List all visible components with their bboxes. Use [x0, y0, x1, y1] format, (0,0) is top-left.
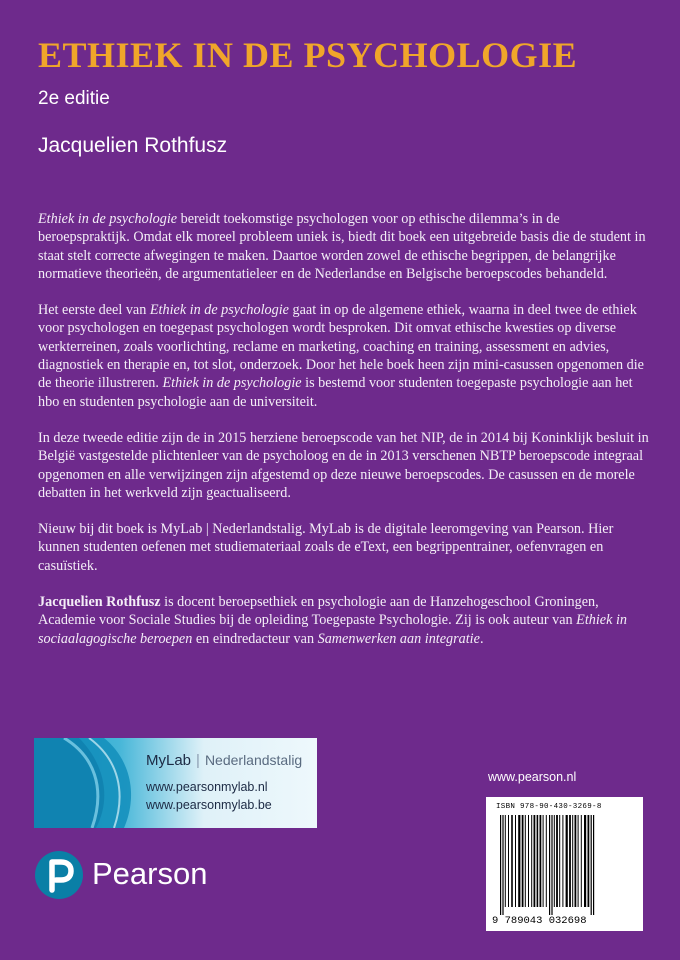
- other-book-title: Samenwerken aan integratie: [317, 630, 480, 647]
- book-title-italic: Ethiek in de psychologie: [162, 375, 302, 392]
- blurb-paragraph-3: In deze tweede editie zijn de in 2015 herziene beroepscode van het NIP, de in 2014 bij Koninklijk besluit in België vastgestelde plichtenleer van de psycholoog en de in 2013 verschenen NBTP beroepscode integraal opgenomen en alle verwijzingen zijn afgestemd op deze nieuwe beroepscodes. De casussen en de morele debatten in het werkveld zijn geactualiseerd.: [38, 429, 649, 501]
- bio-text: .: [479, 630, 484, 647]
- bio-text: is docent beroepsethiek en psychologie aan de Hanzehogeschool Groningen, Academie voor Sociale Studies bij de opleiding Toegepaste Psychologie. Zij is ook auteur van: [38, 594, 599, 629]
- blurb-text: Het eerste deel van: [38, 302, 150, 319]
- mylab-name: MyLab: [146, 752, 192, 769]
- isbn-barcode: [486, 797, 643, 931]
- blurb-paragraph-2: [38, 301, 650, 411]
- blurb-paragraph-1: [38, 210, 650, 283]
- ean-number: 9 789043 032698: [492, 915, 587, 927]
- book-title-italic: Ethiek in de psychologie: [149, 302, 289, 319]
- mylab-url-be[interactable]: www.pearsonmylab.be: [146, 798, 272, 812]
- barcode-bars: [498, 815, 634, 915]
- publisher-website[interactable]: www.pearson.nl: [488, 770, 577, 784]
- isbn-label: ISBN 978-90-430-3269-8: [496, 803, 602, 811]
- author-name-bold: Jacquelien Rothfusz: [38, 594, 161, 611]
- book-title: ETHIEK IN DE PSYCHOLOGIE: [38, 35, 578, 75]
- other-book-title: Ethiek in sociaalagogische beroepen: [38, 612, 627, 647]
- blurb-text: bereidt toekomstige psychologen voor op ethische dilemma’s in de beroepspraktijk. Omdat elk moreel probleem uniek is, biedt dit boek een uitgebreide basis die de student in staat stelt correcte afwegingen te maken. Daartoe worden zowel de ethische begrippen, de belangrijke normatieve theorieën, de argumentatieleer en de Nederlandse en Belgische beroepscodes behandeld.: [38, 211, 646, 282]
- blurb-text: gaat in op de algemene ethiek, waarna in deel twee de ethiek voor psychologen en toegepast psychologen wordt besproken. Dit omvat ethische kwesties op diverse werkterreinen, zoals voorlichting, reclame en marketing, coaching en training, assessment en advies, diagnostiek en therapie en, tot slot, onderzoek. Door het hele boek heen zijn mini-casussen opgenomen die de theorie illustreren.: [38, 302, 644, 392]
- author-name: Jacquelien Rothfusz: [38, 134, 228, 157]
- blurb-paragraph-4: Nieuw bij dit boek is MyLab | Nederlandstalig. MyLab is de digitale leeromgeving van Pearson. Hier kunnen studenten oefenen met studiemateriaal zoals de eText, een begrippentrainer, oefenvragen en casuïstiek.: [38, 521, 614, 574]
- edition-label: 2e editie: [38, 88, 110, 109]
- mylab-banner: [34, 738, 317, 828]
- back-cover-blurb: [38, 210, 650, 666]
- mylab-separator: |: [196, 752, 200, 769]
- pearson-logo-icon: [34, 850, 84, 900]
- mylab-language: Nederlandstalig: [204, 752, 303, 768]
- bio-text: en eindredacteur van: [192, 630, 318, 647]
- blurb-text: is bestemd voor studenten toegepaste psychologie aan het hbo en studenten psychologie aan de universiteit.: [38, 375, 633, 410]
- author-bio: [38, 593, 650, 648]
- mylab-brand: [146, 752, 302, 769]
- book-title-italic: Ethiek in de psychologie: [38, 211, 178, 227]
- mylab-url-nl[interactable]: www.pearsonmylab.nl: [146, 780, 268, 794]
- pearson-wordmark: Pearson: [92, 856, 208, 891]
